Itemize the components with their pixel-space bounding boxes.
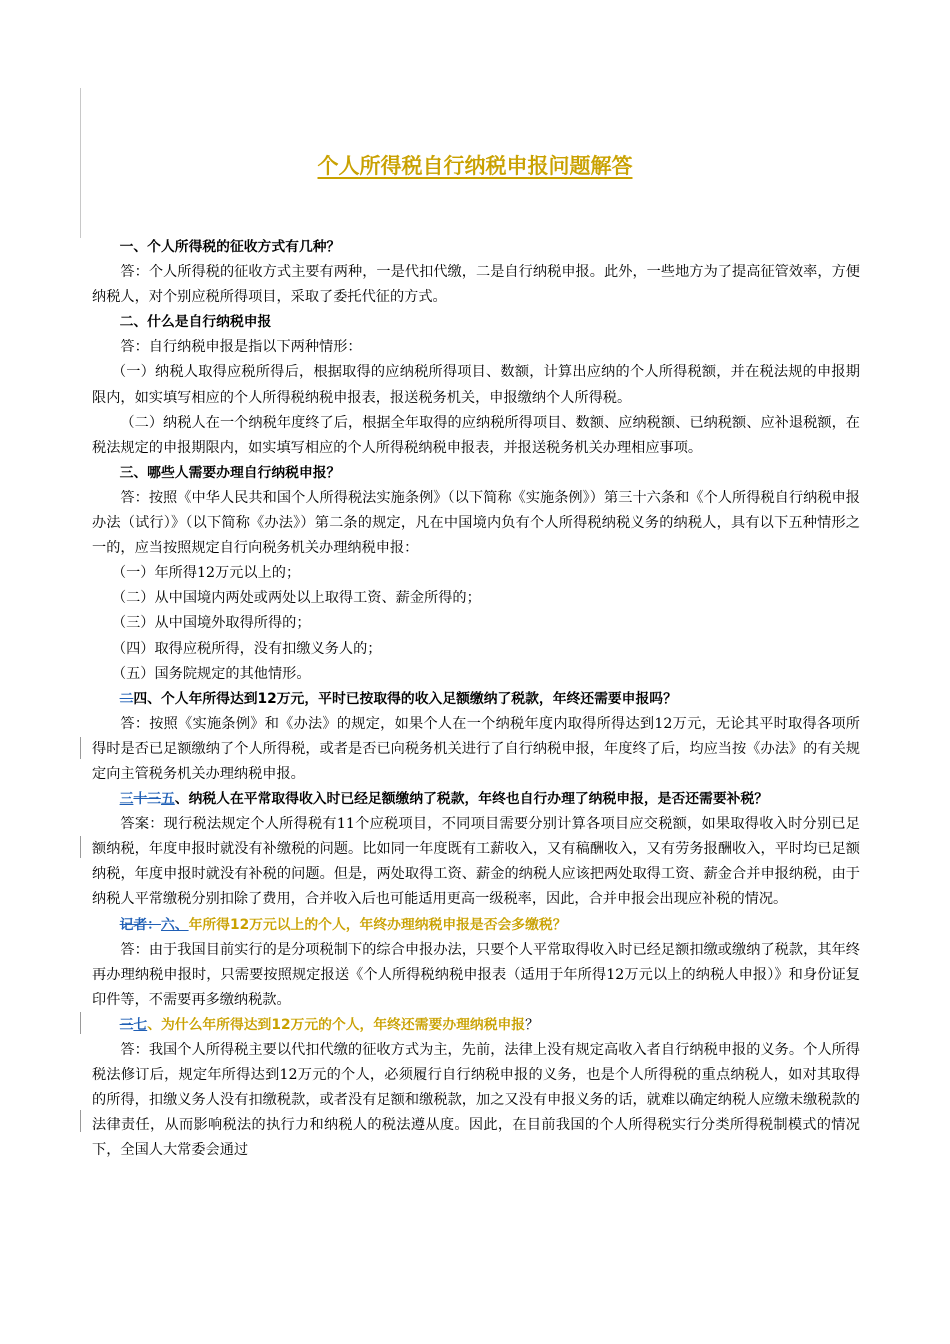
list-item: （四）取得应税所得，没有扣缴义务人的； <box>111 640 382 657</box>
section-heading <box>92 687 860 712</box>
revision-insertion: 六、 <box>160 916 189 933</box>
revision-deletion: 三 <box>119 1016 134 1033</box>
section-heading: 一、个人所得税的征收方式有几种？ <box>119 239 341 255</box>
answer-paragraph: 答：我国个人所得税主要以代扣代缴的征收方式为主，先前，法律上没有规定高收入者自行纳税申报的义务。个人所得税法修订后，规定年所得达到12万元的个人，必须履行自行纳税申报的义务，也是个人所得税的重点纳税人，如对其取得的所得，扣缴义务人没有扣缴税款，或者没有足额和缴税款，加之又没有申报义务的话，就难以确定纳税人应缴未缴税款的法律责任，从而影响税法的执行力和纳税人的税法遵从度。因此，在目前我国的个人所得税实行分类所得税制模式的情况下，全国人大常委会通过 <box>92 1042 860 1159</box>
answer-paragraph: 答：按照《中华人民共和国个人所得税法实施条例》（以下简称《实施条例》）第三十六条和《个人所得税自行纳税申报办法（试行）》（以下简称《办法》）第二条的规定，凡在中国境内负有个人所得税纳税义务的纳税人，具有以下五种情形之一的，应当按照规定自行向税务机关办理纳税申报： <box>92 489 860 557</box>
revision-deletion: 二 <box>119 690 134 707</box>
revision-insertion: 五 <box>160 791 175 808</box>
answer-paragraph: 答：个人所得税的征收方式主要有两种，一是代扣代缴，二是自行纳税申报。此外，一些地方为了提高征管效率，方便纳税人，对个别应税所得项目，采取了委托代征的方式。 <box>92 264 860 306</box>
answer-paragraph: 答案：现行税法规定个人所得税有11个应税项目，不同项目需要分别计算各项目应交税额，如果取得收入时分别已足额纳税，年度申报时就没有补缴税的问题。比如同一年度既有工薪收入，又有稿酬收入，又有劳务报酬收入，平时均已足额纳税，年度申报时就没有补税的问题。但是，两处取得工资、薪金的纳税人应该把两处取得工资、薪金合并申报纳税，由于纳税人平常缴税分别扣除了费用，合并收入后也可能适用更高一级税率，因此，合并申报会出现应补税的情况。 <box>92 816 860 908</box>
revision-mark <box>80 1110 81 1132</box>
revision-mark <box>80 1012 81 1034</box>
revision-deletion: 十三 <box>133 791 161 808</box>
list-item: （三）从中国境外取得所得的； <box>111 615 311 632</box>
answer-paragraph: （二）纳税人在一个纳税年度终了后，根据全年取得的应纳税所得项目、数额、应纳税额、已纳税额、应补退税额，在税法规定的申报期限内，如实填写相应的个人所得税纳税申报表，并报送税务机关办理相应事项。 <box>92 414 860 456</box>
revision-insertion: 三 <box>119 791 134 808</box>
answer-paragraph: 答：由于我国目前实行的是分项税制下的综合申报办法，只要个人平常取得收入时已经足额扣缴或缴纳了税款，其年终再办理纳税申报时，只需要按照规定报送《个人所得税纳税申报表（适用于年所得12万元以上的纳税人申报）》和身份证复印件等，不需要再多缴纳税款。 <box>92 941 860 1008</box>
heading-text: 年所得12万元以上的个人，年终办理纳税申报是否会多缴税？ <box>188 916 567 933</box>
revision-mark <box>80 737 81 759</box>
list-item: （二）从中国境内两处或两处以上取得工资、薪金所得的； <box>111 590 481 607</box>
document-title: 个人所得税自行纳税申报问题解答 <box>317 153 633 178</box>
heading-text: 四、个人年所得达到12万元，平时已按取得的收入足额缴纳了税款，年终还需要申报吗？ <box>133 690 677 707</box>
section-heading <box>92 787 860 812</box>
answer-paragraph: 答：自行纳税申报是指以下两种情形： <box>120 339 362 356</box>
section-heading: 二、什么是自行纳税申报 <box>119 314 272 331</box>
list-item: （一）年所得12万元以上的； <box>111 565 301 582</box>
heading-tail: ？ <box>525 1016 539 1033</box>
heading-text: 、纳税人在平常取得收入时已经足额缴纳了税款，年终也自行办理了纳税申报，是否还需要补税？ <box>174 791 769 808</box>
section-heading <box>92 1013 860 1038</box>
revision-insertion: 七 <box>133 1016 148 1033</box>
section-heading <box>92 913 860 938</box>
heading-text: 、为什么年所得达到12万元的个人，年终还需要办理纳税申报 <box>147 1016 526 1033</box>
answer-paragraph: 答：按照《实施条例》和《办法》的规定，如果个人在一个纳税年度内取得所得达到12万元，无论其平时取得各项所得时是否已足额缴纳了个人所得税，或者是否已向税务机关进行了自行纳税申报，年度终了后，均应当按《办法》的有关规定向主管税务机关办理纳税申报。 <box>92 715 860 782</box>
document-body <box>92 235 860 1163</box>
revision-deletion: 记者： <box>119 916 161 933</box>
list-item: （五）国务院规定的其他情形。 <box>111 665 311 682</box>
section-heading: 三、哪些人需要办理自行纳税申报？ <box>119 464 341 481</box>
answer-paragraph: （一）纳税人取得应税所得后，根据取得的应纳税所得项目、数额，计算出应纳的个人所得税额，并在税法规的申报期限内，如实填写相应的个人所得税纳税申报表，报送税务机关，申报缴纳个人所得税。 <box>92 364 860 406</box>
revision-mark <box>80 836 81 858</box>
